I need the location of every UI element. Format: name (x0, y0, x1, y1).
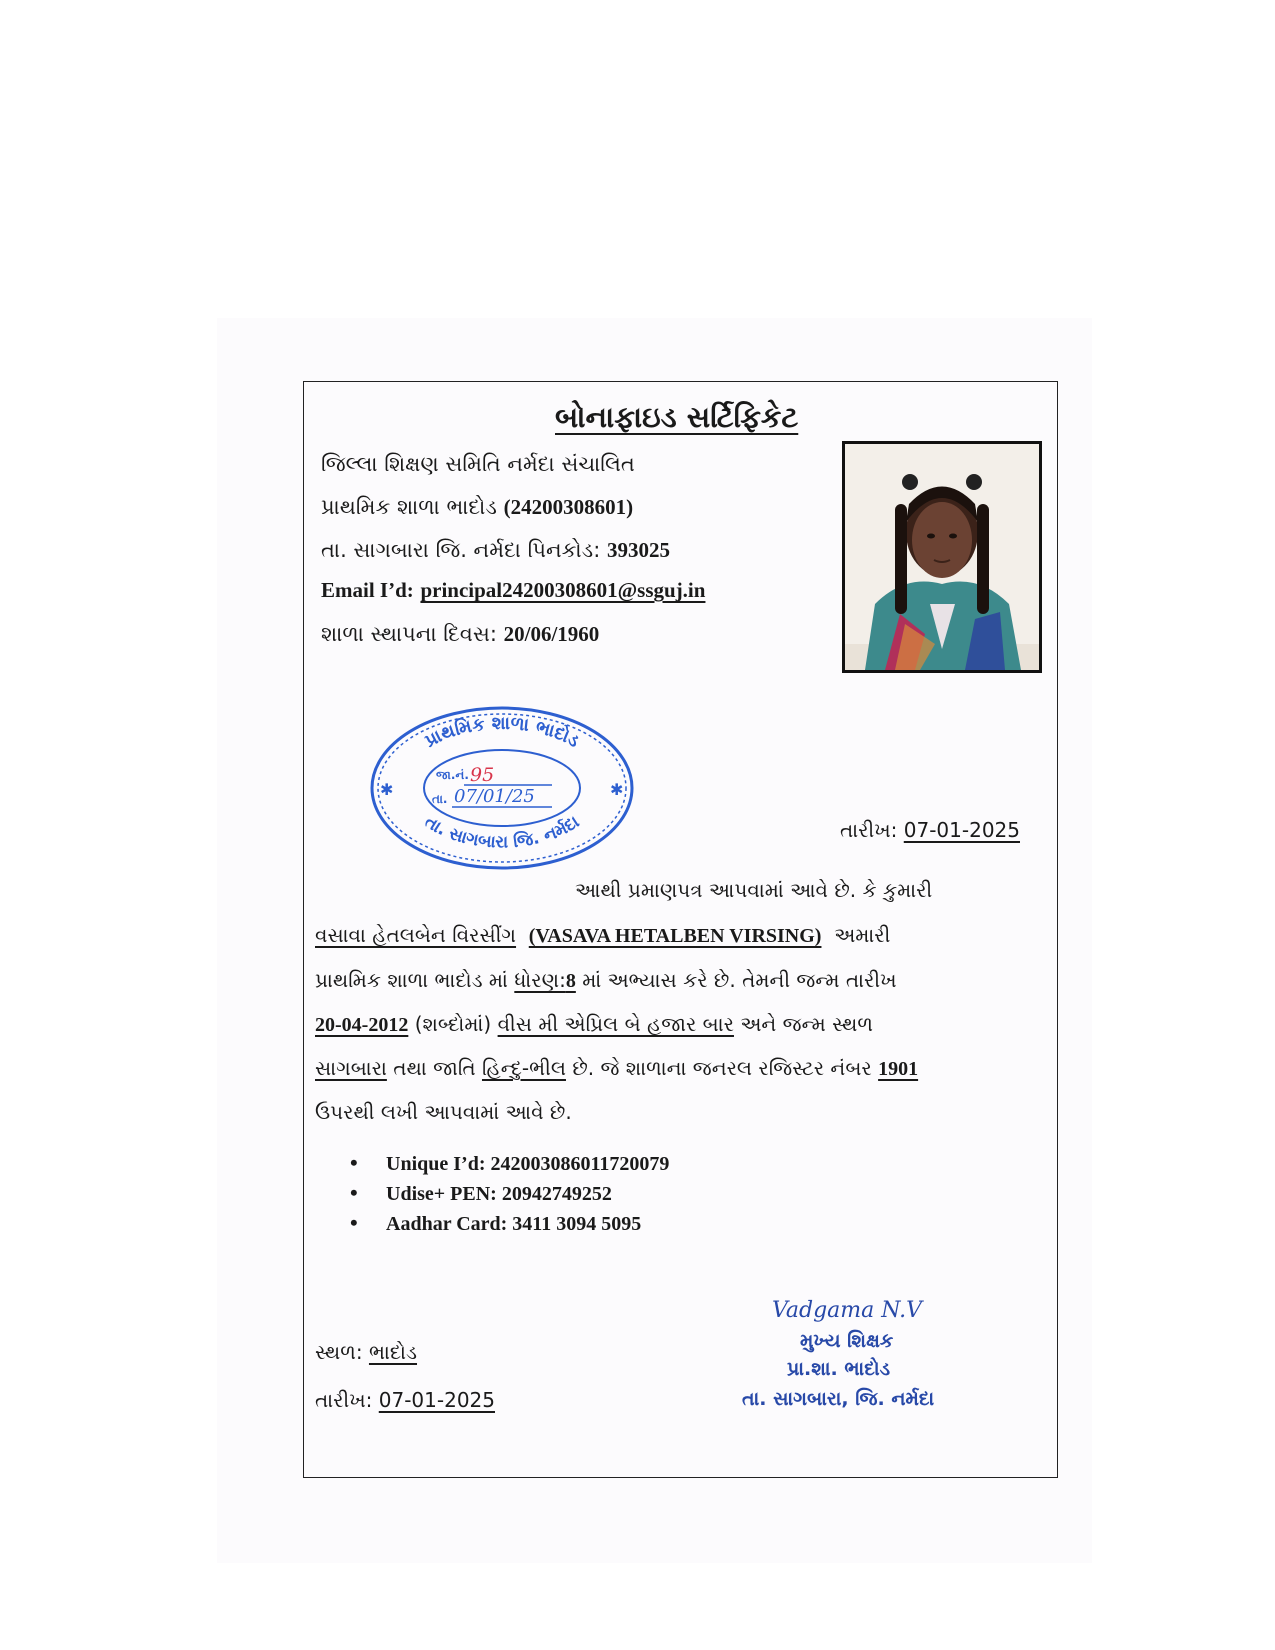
footer-place (315, 1340, 417, 1364)
stamp-date-label: તા. (432, 792, 448, 806)
student-portrait-icon (845, 444, 1039, 670)
committee-line: જિલ્લા શિક્ષણ સમિતિ નર્મદા સંચાલિત (321, 452, 635, 476)
signatory-school: પ્રા.શા. ભાદોડ (787, 1358, 890, 1380)
dob-words-label: (શબ્દોમાં) (414, 1012, 492, 1036)
student-name-gu: વસાવા હેતલબેન વિરસીંગ (315, 923, 517, 947)
svg-text:પ્રાથમિક શાળા ભાદોડ (421, 713, 582, 752)
caste-label: તથા જાતિ (393, 1056, 476, 1080)
footer-place-value: ભાદોડ (368, 1340, 418, 1364)
standard-label: ધોરણ: (514, 968, 566, 992)
email-label: Email I’d: (321, 578, 414, 602)
signatory-title: મુખ્ય શિક્ષક (800, 1330, 894, 1352)
student-name-en: (VASAVA HETALBEN VIRSING) (528, 925, 822, 947)
udise-pen-item: • Udise+ PEN: 20942749252 (350, 1180, 669, 1210)
address-text: તા. સાગબારા જિ. નર્મદા પિનકોડ: (321, 538, 601, 562)
gr-number: 1901 (878, 1058, 919, 1080)
issue-date-top (840, 818, 1020, 842)
school-name: પ્રાથમિક શાળા ભાદોડ (321, 495, 497, 519)
pincode: 393025 (606, 538, 670, 562)
body-line-2-end: અમારી (834, 923, 891, 947)
school-name-line (321, 495, 633, 520)
student-photo (842, 441, 1042, 673)
id-list (350, 1150, 669, 1240)
caste-value: હિન્દુ-ભીલ (481, 1056, 566, 1080)
footer-date (315, 1388, 495, 1412)
founded-label: શાળા સ્થાપના દિવસ: (321, 622, 497, 646)
dob-value: 20-04-2012 (315, 1014, 409, 1036)
school-code: (24200308601) (503, 495, 634, 519)
footer-date-value: 07-01-2025 (378, 1388, 495, 1412)
founded-line (321, 622, 599, 647)
school-stamp (362, 703, 642, 873)
stamp-date-value: 07/01/25 (454, 786, 535, 807)
email-line (321, 578, 705, 603)
body-line-3-b: માં અભ્યાસ કરે છે. તેમની જન્મ તારીખ (582, 968, 897, 992)
stamp-top-text: પ્રાથમિક શાળા ભાદોડ (421, 712, 583, 752)
footer-date-label: તારીખ: (315, 1388, 373, 1412)
body-line-5 (315, 1058, 918, 1079)
body-line-3 (315, 970, 897, 991)
aadhar-item: • Aadhar Card: 3411 3094 5095 (350, 1210, 669, 1240)
founded-date: 20/06/1960 (503, 622, 600, 646)
birth-place: સાગબારા (315, 1056, 387, 1080)
stamp-no-label: જા.નં. (436, 768, 469, 782)
stamp-star-left-icon: ✱ (380, 780, 394, 799)
stamp-bottom-text: તા. સાગબારા જિ. નર્મદા (420, 811, 584, 853)
issue-date-label: તારીખ: (840, 818, 898, 842)
standard-value: 8 (565, 970, 576, 992)
body-line-1: આથી પ્રમાણપત્ર આપવામાં આવે છે. કે કુમારી (575, 878, 933, 902)
issue-date-value: 07-01-2025 (903, 818, 1020, 842)
unique-id-item: • Unique I’d: 242003086011720079 (350, 1150, 669, 1180)
signature: Vadgama N.V (772, 1298, 922, 1323)
body-line-4 (315, 1014, 873, 1035)
body-line-5-mid: છે. જે શાળાના જનરલ રજિસ્ટર નંબર (572, 1056, 872, 1080)
body-line-4-end: અને જન્મ સ્થળ (740, 1012, 873, 1036)
body-line-6: ઉપરથી લખી આપવામાં આવે છે. (315, 1100, 572, 1124)
stamp-star-right-icon: ✱ (610, 780, 624, 799)
dob-words: વીસ મી એપ્રિલ બે હજાર બાર (497, 1012, 734, 1036)
body-line-3-a: પ્રાથમિક શાળા ભાદોડ માં (315, 968, 508, 992)
signatory-address: તા. સાગબારા, જિ. નર્મદા (742, 1388, 935, 1410)
address-line (321, 538, 670, 563)
email-link[interactable]: principal24200308601@ssguj.in (420, 578, 706, 602)
svg-text:તા. સાગબારા જિ. નર્મદા (421, 812, 583, 852)
certificate-title: બોનાફાઇડ સર્ટિફિકેટ (555, 400, 799, 434)
footer-place-label: સ્થળ: (315, 1340, 363, 1364)
body-line-2 (315, 925, 890, 946)
stamp-no-value: 95 (470, 764, 495, 786)
